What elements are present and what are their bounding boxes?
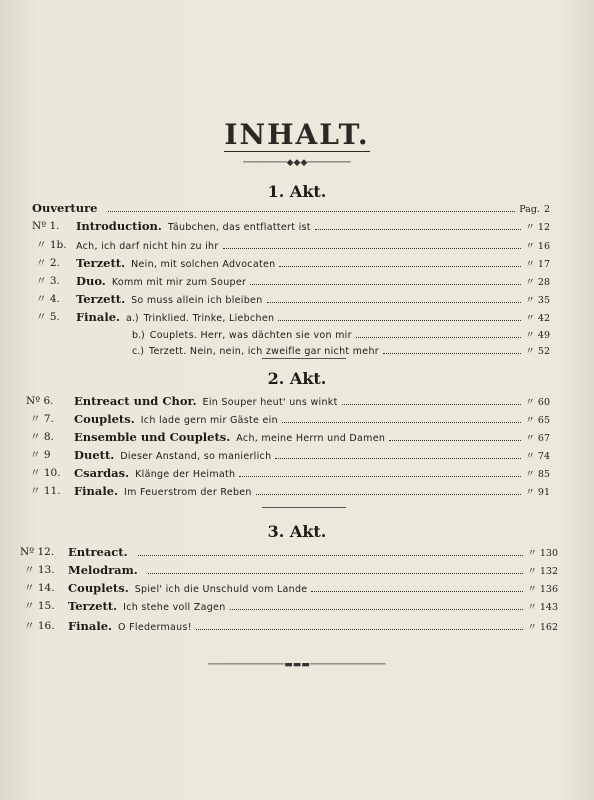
entry-kind: Csardas. bbox=[74, 466, 130, 480]
page-number: 〃 16 bbox=[525, 241, 550, 252]
toc-entry bbox=[26, 394, 550, 409]
entry-number: Nº 12. bbox=[20, 546, 55, 558]
leader-dots bbox=[311, 581, 523, 592]
leader-dots bbox=[282, 412, 521, 423]
entry-number: 〃 16. bbox=[24, 620, 55, 632]
entry-number: 〃 9 bbox=[30, 449, 51, 461]
page-number: 〃 42 bbox=[525, 313, 550, 324]
divider bbox=[262, 358, 346, 359]
entry-kind: Finale. bbox=[76, 310, 121, 324]
toc-entry bbox=[26, 466, 550, 481]
toc-entry bbox=[32, 310, 550, 325]
entry-description: Ein Souper heut' uns winkt bbox=[202, 397, 338, 408]
page-number: 〃 35 bbox=[525, 295, 550, 306]
toc-entry bbox=[20, 545, 558, 560]
entry-number: 〃 5. bbox=[36, 311, 60, 323]
toc-entry bbox=[26, 484, 550, 499]
page-number: 〃 12 bbox=[525, 222, 550, 233]
toc-entry bbox=[20, 563, 558, 578]
toc-entry bbox=[32, 274, 550, 289]
leader-dots bbox=[278, 310, 521, 321]
entry-description: Nein, mit solchen Advocaten bbox=[131, 259, 276, 270]
entry-kind: Duo. bbox=[76, 274, 106, 288]
leader-dots bbox=[275, 448, 521, 459]
entry-description: Dieser Anstand, so manierlich bbox=[120, 451, 272, 462]
page-number: 〃 65 bbox=[525, 415, 550, 426]
entry-description: Couplets. Herr, was dächten sie von mir bbox=[149, 330, 352, 341]
entry-description: Trinklied. Trinke, Liebchen bbox=[143, 313, 275, 324]
entry-kind: Couplets. bbox=[68, 581, 129, 595]
page-number: 〃 67 bbox=[525, 433, 550, 444]
page-number: 〃 28 bbox=[525, 277, 550, 288]
leader-dots bbox=[315, 219, 522, 230]
entry-number: 〃 14. bbox=[24, 582, 55, 594]
leader-dots bbox=[230, 599, 524, 610]
entry-description: Ich lade gern mir Gäste ein bbox=[140, 415, 278, 426]
entry-subpart: a.) bbox=[126, 313, 139, 324]
entry-description: Klänge der Heimath bbox=[135, 469, 236, 480]
leader-dots bbox=[250, 274, 521, 285]
pag-label: Pag. bbox=[519, 204, 540, 215]
leader-dots bbox=[239, 466, 521, 477]
entry-description: So muss allein ich bleiben bbox=[131, 295, 263, 306]
entry-description: Im Feuerstrom der Reben bbox=[124, 487, 252, 498]
entry-description: Ach, meine Herrn und Damen bbox=[236, 433, 386, 444]
entry-number: 〃 8. bbox=[30, 431, 54, 443]
entry-kind: Melodram. bbox=[68, 563, 138, 577]
entry-number: 〃 10. bbox=[30, 467, 61, 479]
entry-description: Ach, ich darf nicht hin zu ihr bbox=[76, 241, 219, 252]
entry-number: Nº 1. bbox=[32, 220, 60, 232]
page-number: 〃 85 bbox=[525, 469, 550, 480]
leader-dots bbox=[383, 343, 521, 354]
page-number: 〃 132 bbox=[527, 566, 558, 577]
page-number: 〃 136 bbox=[527, 584, 558, 595]
toc-entry bbox=[26, 448, 550, 463]
toc-entry bbox=[32, 292, 550, 307]
leader-dots bbox=[108, 201, 516, 212]
leader-dots bbox=[148, 563, 524, 574]
divider bbox=[262, 507, 346, 508]
page-number: 〃 52 bbox=[525, 346, 550, 357]
toc-entry bbox=[20, 581, 558, 596]
entry-kind: Terzett. bbox=[68, 599, 118, 613]
entry-kind: Finale. bbox=[74, 484, 119, 498]
toc-entry bbox=[20, 619, 558, 634]
entry-number: 〃 1b. bbox=[36, 239, 67, 251]
page-number: 〃 49 bbox=[525, 330, 550, 341]
act-heading-1: 1. Akt. bbox=[267, 182, 327, 201]
entry-kind: Introduction. bbox=[76, 219, 162, 233]
toc-entry bbox=[26, 430, 550, 445]
entry-kind: Entreact. bbox=[68, 545, 128, 559]
entry-description: Spiel' ich die Unschuld vom Lande bbox=[134, 584, 308, 595]
entry-subpart: b.) bbox=[132, 330, 145, 341]
leader-dots bbox=[256, 484, 522, 495]
leader-dots bbox=[196, 619, 523, 630]
page-number: 〃 143 bbox=[527, 602, 558, 613]
entry-kind: Terzett. bbox=[76, 256, 126, 270]
page-number: 〃 162 bbox=[527, 622, 558, 633]
entry-description: O Fledermaus! bbox=[118, 622, 192, 633]
page-number: 〃 60 bbox=[525, 397, 550, 408]
entry-number: 〃 4. bbox=[36, 293, 60, 305]
page-number: 〃 74 bbox=[525, 451, 550, 462]
ouverture-label: Ouverture bbox=[32, 201, 98, 215]
entry-number: 〃 2. bbox=[36, 257, 60, 269]
page-number: 2 bbox=[543, 204, 550, 215]
entry-description: Komm mit mir zum Souper bbox=[111, 277, 247, 288]
leader-dots bbox=[342, 394, 522, 405]
toc-entry bbox=[32, 238, 550, 253]
entry-number: 〃 3. bbox=[36, 275, 60, 287]
end-ornament: ──────────────▬▬▬────────────── bbox=[208, 660, 386, 670]
leader-dots bbox=[389, 430, 521, 441]
entry-kind: Ensemble und Couplets. bbox=[74, 430, 231, 444]
title-ornament: ────────◆◆◆──────── bbox=[243, 158, 351, 168]
toc-entry bbox=[20, 599, 558, 614]
page-number: 〃 130 bbox=[527, 548, 558, 559]
entry-kind: Duett. bbox=[74, 448, 115, 462]
leader-dots bbox=[267, 292, 522, 303]
toc-entry bbox=[32, 256, 550, 271]
leader-dots bbox=[356, 327, 522, 338]
ouverture-row bbox=[32, 201, 550, 216]
toc-entry bbox=[32, 219, 550, 234]
leader-dots bbox=[223, 238, 522, 249]
entry-description: Terzett. Nein, nein, ich zweifle gar nicht mehr bbox=[148, 346, 379, 357]
entry-number: 〃 13. bbox=[24, 564, 55, 576]
entry-number: Nº 6. bbox=[26, 395, 54, 407]
entry-number: 〃 7. bbox=[30, 413, 54, 425]
entry-subpart: c.) bbox=[132, 346, 144, 357]
entry-kind: Terzett. bbox=[76, 292, 126, 306]
act-heading-2: 2. Akt. bbox=[267, 369, 327, 388]
entry-kind: Finale. bbox=[68, 619, 113, 633]
leader-dots bbox=[138, 545, 524, 556]
entry-description: Täubchen, das entflattert ist bbox=[167, 222, 311, 233]
page-title: INHALT. bbox=[224, 118, 370, 151]
entry-number: 〃 11. bbox=[30, 485, 61, 497]
toc-entry bbox=[32, 343, 550, 358]
entry-kind: Entreact und Chor. bbox=[74, 394, 197, 408]
entry-kind: Couplets. bbox=[74, 412, 135, 426]
entry-number: 〃 15. bbox=[24, 600, 55, 612]
leader-dots bbox=[279, 256, 521, 267]
page-number: 〃 91 bbox=[525, 487, 550, 498]
entry-description: Ich stehe voll Zagen bbox=[123, 602, 226, 613]
act-heading-3: 3. Akt. bbox=[267, 522, 327, 541]
page-number: 〃 17 bbox=[525, 259, 550, 270]
toc-entry bbox=[32, 327, 550, 342]
toc-entry bbox=[26, 412, 550, 427]
